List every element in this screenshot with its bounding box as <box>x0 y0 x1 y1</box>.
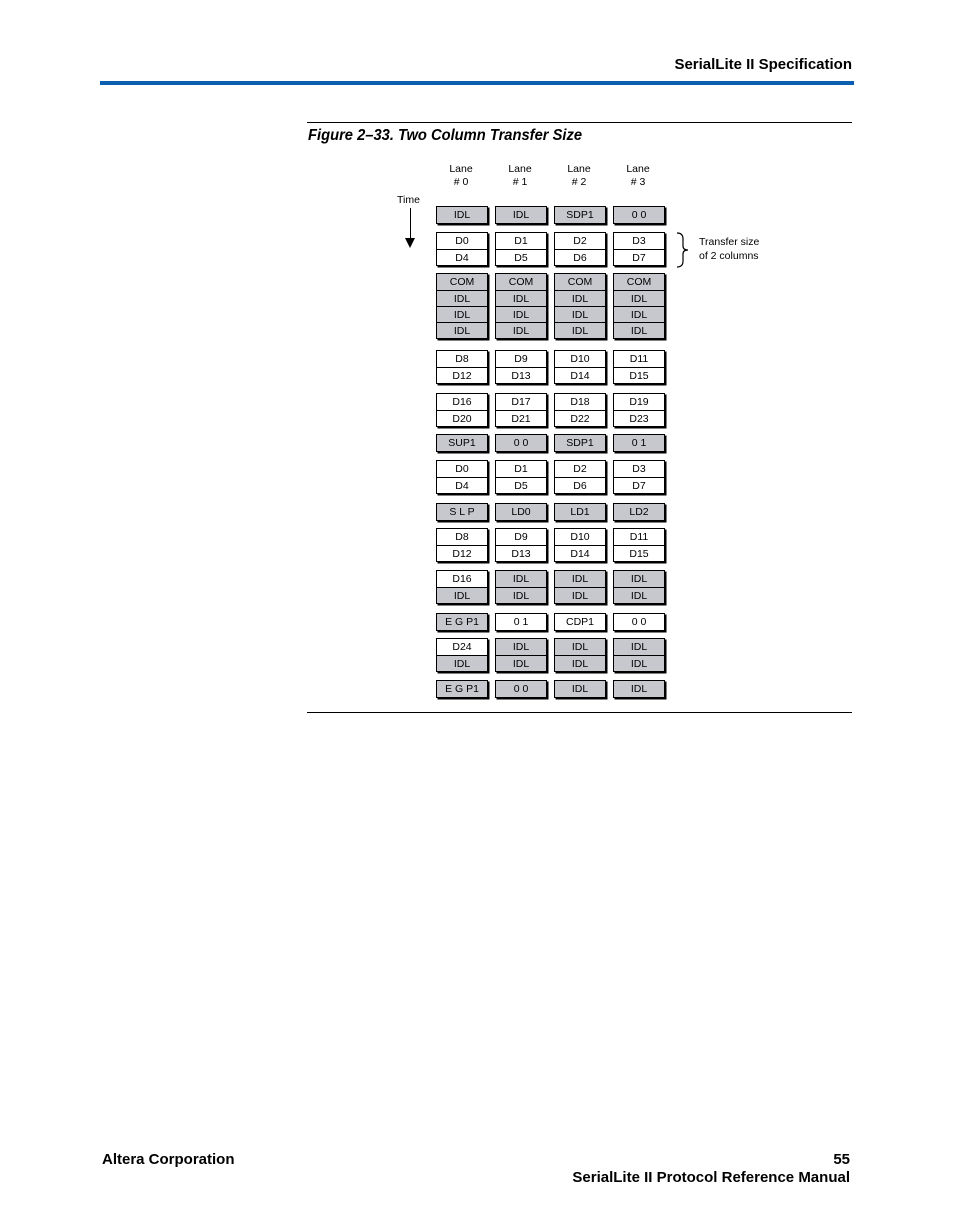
lane-cell: E G P1 <box>437 681 487 697</box>
lane-group <box>554 680 606 698</box>
lane-cell: 0 0 <box>496 435 546 451</box>
lane-cell: IDL <box>496 571 546 587</box>
lane-group <box>613 232 665 266</box>
lane-label-line2: # 1 <box>512 176 528 188</box>
lane-group <box>495 206 547 224</box>
lane-group <box>436 570 488 604</box>
lane-cell: SDP1 <box>555 435 605 451</box>
lane-group <box>436 232 488 266</box>
figure-bottom-rule <box>307 712 852 713</box>
lane-group <box>613 528 665 562</box>
lane-cell: D4 <box>437 249 487 265</box>
lane-cell: D7 <box>614 477 664 493</box>
lane-group <box>613 503 665 521</box>
lane-group <box>495 350 547 384</box>
time-axis-label: Time <box>397 194 420 206</box>
lane-cell: IDL <box>555 290 605 306</box>
lane-cell: IDL <box>555 571 605 587</box>
footer-company: Altera Corporation <box>102 1151 235 1168</box>
lane-label-line1: Lane <box>508 163 532 175</box>
lane-cell: D9 <box>496 529 546 545</box>
lane-cell: IDL <box>614 587 664 603</box>
lane-group <box>495 638 547 672</box>
lane-cell: IDL <box>614 639 664 655</box>
lane-cell: D0 <box>437 233 487 249</box>
lane-cell: D8 <box>437 529 487 545</box>
lane-group <box>436 680 488 698</box>
lane-group <box>436 528 488 562</box>
lane-label-3 <box>612 163 664 189</box>
lane-group <box>613 393 665 427</box>
lane-group <box>613 613 665 631</box>
lane-group <box>436 638 488 672</box>
lane-cell: IDL <box>437 322 487 338</box>
lane-group <box>554 350 606 384</box>
lane-cell: SDP1 <box>555 207 605 223</box>
lane-group <box>495 570 547 604</box>
lane-cell: D10 <box>555 529 605 545</box>
lane-cell: D15 <box>614 545 664 561</box>
lane-cell: IDL <box>555 655 605 671</box>
lane-cell: D4 <box>437 477 487 493</box>
lane-group <box>554 570 606 604</box>
lane-cell: IDL <box>496 655 546 671</box>
lane-group <box>436 273 488 339</box>
lane-cell: D16 <box>437 571 487 587</box>
lane-cell: IDL <box>614 655 664 671</box>
lane-label-line1: Lane <box>567 163 591 175</box>
lane-group <box>495 460 547 494</box>
lane-cell: IDL <box>614 681 664 697</box>
lane-group <box>554 393 606 427</box>
lane-cell: IDL <box>555 306 605 322</box>
lane-label-2 <box>553 163 605 189</box>
header-rule <box>100 81 854 85</box>
lane-cell: 0 0 <box>614 614 664 630</box>
lane-cell: D13 <box>496 367 546 383</box>
lane-cell: IDL <box>496 306 546 322</box>
footer-manual-title: SerialLite II Protocol Reference Manual <box>572 1169 850 1186</box>
lane-cell: 0 1 <box>496 614 546 630</box>
lane-cell: D23 <box>614 410 664 426</box>
lane-cell: IDL <box>496 207 546 223</box>
lane-group <box>554 638 606 672</box>
lane-group <box>554 460 606 494</box>
lane-cell: D21 <box>496 410 546 426</box>
brace-annotation-line1: Transfer size <box>699 236 760 248</box>
lane-group <box>554 434 606 452</box>
brace-annotation <box>699 235 759 263</box>
lane-group <box>495 503 547 521</box>
curly-brace-icon <box>675 232 695 268</box>
lane-cell: D12 <box>437 545 487 561</box>
lane-label-line2: # 2 <box>571 176 587 188</box>
lane-cell: D9 <box>496 351 546 367</box>
lane-cell: E G P1 <box>437 614 487 630</box>
lane-cell: D2 <box>555 233 605 249</box>
lane-cell: IDL <box>555 322 605 338</box>
lane-cell: D3 <box>614 233 664 249</box>
lane-cell: IDL <box>437 290 487 306</box>
lane-cell: D8 <box>437 351 487 367</box>
lane-cell: 0 1 <box>614 435 664 451</box>
lane-cell: D16 <box>437 394 487 410</box>
lane-group <box>554 206 606 224</box>
lane-cell: D0 <box>437 461 487 477</box>
lane-cell: COM <box>496 274 546 290</box>
lane-cell: D5 <box>496 477 546 493</box>
lane-cell: D2 <box>555 461 605 477</box>
lane-cell: D18 <box>555 394 605 410</box>
lane-group <box>495 232 547 266</box>
lane-cell: IDL <box>437 587 487 603</box>
lane-group <box>554 528 606 562</box>
lane-cell: D5 <box>496 249 546 265</box>
lane-group <box>613 570 665 604</box>
lane-cell: D17 <box>496 394 546 410</box>
lane-cell: D3 <box>614 461 664 477</box>
lane-cell: IDL <box>437 306 487 322</box>
lane-cell: D11 <box>614 351 664 367</box>
lane-group <box>613 434 665 452</box>
lane-cell: IDL <box>437 655 487 671</box>
lane-cell: D1 <box>496 461 546 477</box>
lane-group <box>613 638 665 672</box>
lane-group <box>495 273 547 339</box>
lane-group <box>436 350 488 384</box>
lane-cell: IDL <box>614 306 664 322</box>
lane-cell: IDL <box>614 571 664 587</box>
lane-cell: CDP1 <box>555 614 605 630</box>
lane-cell: D13 <box>496 545 546 561</box>
lane-cell: COM <box>555 274 605 290</box>
lane-group <box>495 393 547 427</box>
lane-group <box>613 460 665 494</box>
lane-group <box>436 613 488 631</box>
lane-label-0 <box>435 163 487 189</box>
lane-cell: COM <box>614 274 664 290</box>
figure-caption: Figure 2–33. Two Column Transfer Size <box>308 127 583 144</box>
lane-cell: IDL <box>496 290 546 306</box>
lane-group <box>495 528 547 562</box>
lane-cell: IDL <box>555 681 605 697</box>
lane-cell: D1 <box>496 233 546 249</box>
lane-cell: LD0 <box>496 504 546 520</box>
lane-cell: D14 <box>555 367 605 383</box>
lane-group <box>613 206 665 224</box>
lane-cell: D12 <box>437 367 487 383</box>
lane-cell: D7 <box>614 249 664 265</box>
lane-cell: IDL <box>496 322 546 338</box>
lane-group <box>613 680 665 698</box>
lane-cell: D11 <box>614 529 664 545</box>
time-arrow-shaft <box>410 208 411 240</box>
lane-cell: IDL <box>496 587 546 603</box>
lane-cell: SUP1 <box>437 435 487 451</box>
lane-group <box>554 273 606 339</box>
lane-group <box>495 680 547 698</box>
lane-cell: LD1 <box>555 504 605 520</box>
lane-cell: D22 <box>555 410 605 426</box>
lane-cell: D24 <box>437 639 487 655</box>
lane-cell: D14 <box>555 545 605 561</box>
figure-top-rule <box>307 122 852 123</box>
lane-cell: D20 <box>437 410 487 426</box>
lane-group <box>436 434 488 452</box>
lane-cell: D6 <box>555 249 605 265</box>
footer-page-number: 55 <box>833 1151 850 1168</box>
lane-cell: D6 <box>555 477 605 493</box>
lane-group <box>613 350 665 384</box>
lane-group <box>554 503 606 521</box>
lane-label-line1: Lane <box>449 163 473 175</box>
lane-cell: IDL <box>555 639 605 655</box>
lane-label-1 <box>494 163 546 189</box>
lane-cell: COM <box>437 274 487 290</box>
lane-cell: IDL <box>555 587 605 603</box>
page-header-title: SerialLite II Specification <box>674 56 852 73</box>
lane-group <box>554 232 606 266</box>
lane-group <box>436 503 488 521</box>
lane-group <box>554 613 606 631</box>
lane-cell: D15 <box>614 367 664 383</box>
arrow-down-icon <box>405 238 415 248</box>
lane-cell: LD2 <box>614 504 664 520</box>
lane-group <box>495 613 547 631</box>
lane-cell: D10 <box>555 351 605 367</box>
lane-cell: IDL <box>437 207 487 223</box>
lane-label-line2: # 3 <box>630 176 646 188</box>
lane-cell: IDL <box>496 639 546 655</box>
lane-label-line1: Lane <box>626 163 650 175</box>
lane-group <box>436 460 488 494</box>
lane-group <box>613 273 665 339</box>
lane-label-line2: # 0 <box>453 176 469 188</box>
lane-group <box>495 434 547 452</box>
lane-cell: 0 0 <box>496 681 546 697</box>
lane-cell: IDL <box>614 290 664 306</box>
lane-cell: S L P <box>437 504 487 520</box>
brace-annotation-line2: of 2 columns <box>699 250 759 262</box>
lane-cell: D19 <box>614 394 664 410</box>
lane-group <box>436 393 488 427</box>
lane-cell: 0 0 <box>614 207 664 223</box>
lane-group <box>436 206 488 224</box>
lane-cell: IDL <box>614 322 664 338</box>
